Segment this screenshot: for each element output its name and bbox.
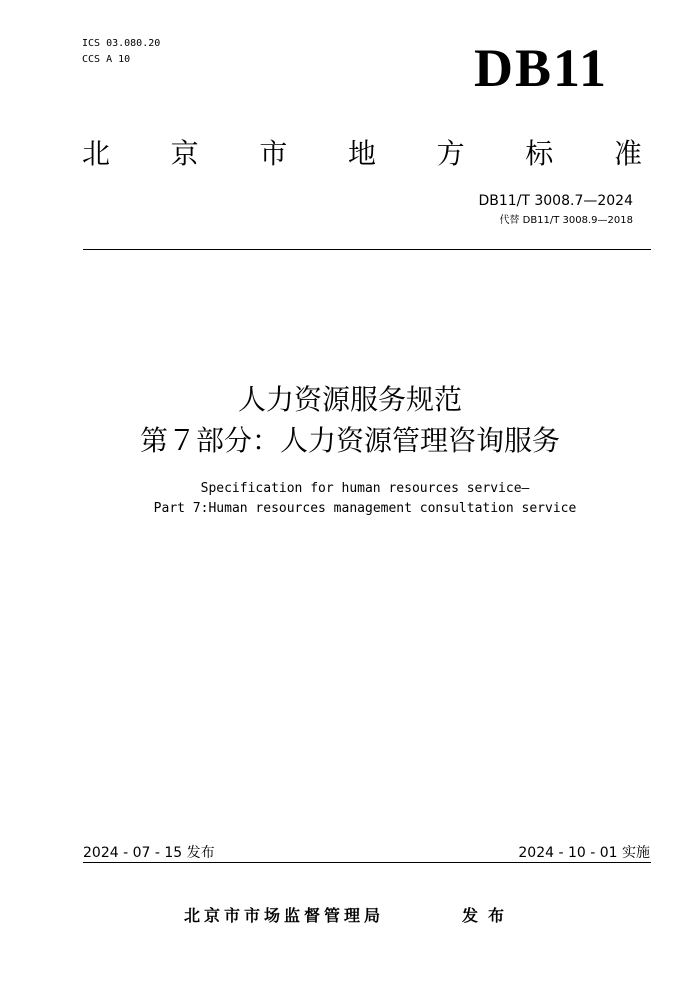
publish-label: 发布 <box>462 906 515 925</box>
standard-type-char: 市 <box>259 137 288 170</box>
publisher: 北京市市场监督管理局 <box>184 906 385 925</box>
ics-code: ICS 03.080.20 <box>82 38 161 49</box>
standard-type-char: 标 <box>525 137 554 170</box>
title-english-line2: Part 7:Human resources management consultation service <box>153 501 577 516</box>
title-english-line1: Specification for human resources service— <box>200 481 530 496</box>
standard-type-heading <box>82 136 642 172</box>
replaces-standard: 代替 DB11/T 3008.9—2018 <box>499 215 633 226</box>
standard-type-char: 方 <box>436 137 465 170</box>
db11-logo: DB11 <box>473 38 608 98</box>
footer-divider <box>83 862 651 863</box>
standard-number: DB11/T 3008.7—2024 <box>478 193 633 209</box>
standard-type-char: 地 <box>347 137 376 170</box>
classification-codes <box>82 36 160 68</box>
standard-type-char: 京 <box>170 137 199 170</box>
title-part: 第７部分：人力资源管理咨询服务 <box>139 424 560 457</box>
standard-type-char: 准 <box>613 137 642 170</box>
title-main: 人力资源服务规范 <box>237 383 462 416</box>
standard-type-char: 北 <box>82 137 111 170</box>
issue-date: 2024 - 07 - 15 发布 <box>83 845 215 861</box>
ccs-code: CCS A 10 <box>82 54 131 65</box>
header-divider <box>83 249 651 250</box>
implementation-date: 2024 - 10 - 01 实施 <box>518 845 650 861</box>
